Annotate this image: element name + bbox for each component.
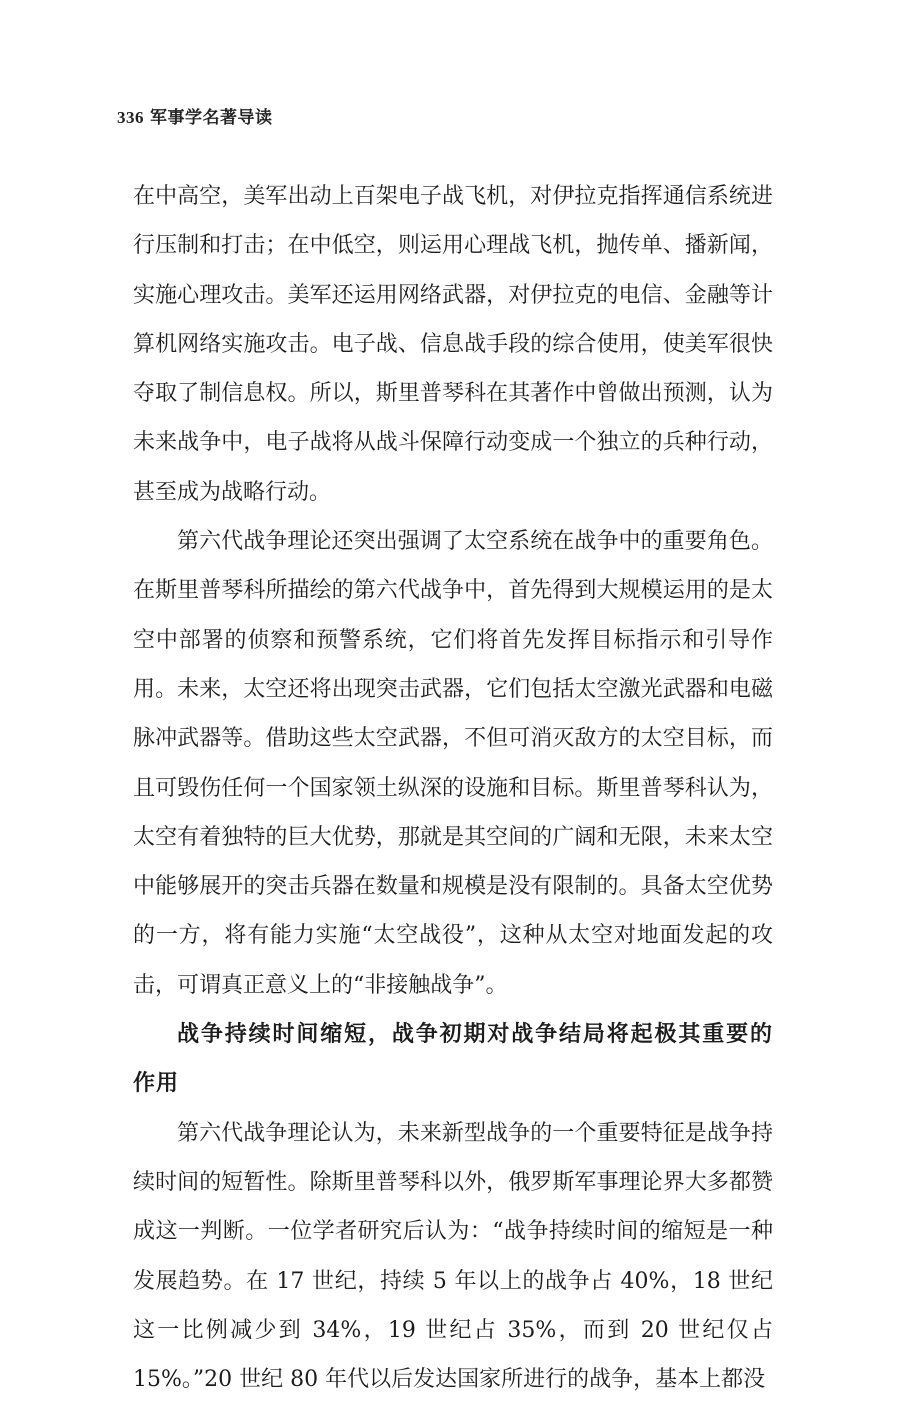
page-number: 336 <box>117 108 144 127</box>
paragraph-war-duration: 第六代战争理论认为，未来新型战争的一个重要特征是战争持续时间的短暂性。除斯里普琴科以外，俄罗斯军事理论界大多都赞成这一判断。一位学者研究后认为：“战争持续时间的缩短是一种发展趋势。在 17 世纪，持续 5 年以上的战争占 40%，18 世纪这一比例减少到 34%，19 世纪占 35%，而到 20 世纪仅占 15%。”20 世纪 80 年代以后发达国家所进行的战争，基本上都没 <box>133 1120 773 1393</box>
running-header <box>117 103 273 128</box>
section-subheading: 战争持续时间缩短，战争初期对战争结局将起极其重要的作用 <box>133 1021 773 1097</box>
paragraph-continued: 在中高空，美军出动上百架电子战飞机，对伊拉克指挥通信系统进行压制和打击；在中低空，则运用心理战飞机，抛传单、播新闻，实施心理攻击。美军还运用网络武器，对伊拉克的电信、金融等计算机网络实施攻击。电子战、信息战手段的综合使用，使美军很快夺取了制信息权。所以，斯里普琴科在其著作中曾做出预测，认为未来战争中，电子战将从战斗保障行动变成一个独立的兵种行动，甚至成为战略行动。 <box>133 184 773 505</box>
paragraph-space-systems: 第六代战争理论还突出强调了太空系统在战争中的重要角色。在斯里普琴科所描绘的第六代战争中，首先得到大规模运用的是太空中部署的侦察和预警系统，它们将首先发挥目标指示和引导作用。未来，太空还将出现突击武器，它们包括太空激光武器和电磁脉冲武器等。借助这些太空武器，不但可消灭敌方的太空目标，而且可毁伤任何一个国家领土纵深的设施和目标。斯里普琴科认为，太空有着独特的巨大优势，那就是其空间的广阔和无限，未来太空中能够展开的突击兵器在数量和规模是没有限制的。具备太空优势的一方，将有能力实施“太空战役”，这种从太空对地面发起的攻击，可谓真正意义上的“非接触战争”。 <box>133 529 773 998</box>
body-text <box>133 172 773 1404</box>
book-title: 军事学名著导读 <box>150 108 273 128</box>
